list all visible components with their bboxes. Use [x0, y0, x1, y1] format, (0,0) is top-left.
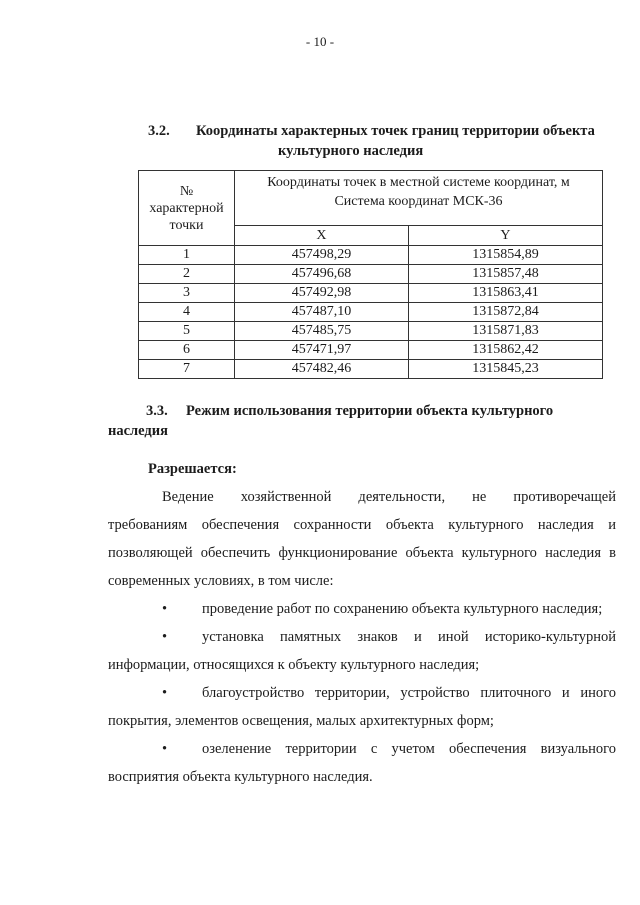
bullet-icon: • [162, 685, 168, 701]
section-number: 3.2. [148, 123, 170, 139]
cell-x: 457498,29 [235, 246, 409, 265]
cell-point-number: 7 [139, 360, 235, 379]
cell-x: 457485,75 [235, 322, 409, 341]
header-y: Y [408, 226, 602, 246]
bullet-text: озеленение территории с учетом обеспечения визуального [202, 741, 616, 757]
bullet-icon: • [162, 629, 168, 645]
intro-paragraph [108, 483, 616, 595]
cell-y: 1315845,23 [408, 360, 602, 379]
section-number: 3.3. [146, 403, 168, 419]
header-coord-line: Координаты точек в местной системе координат, м [267, 175, 570, 190]
cell-x: 457471,97 [235, 341, 409, 360]
table-row [139, 246, 603, 265]
bullet-continuation: восприятия объекта культурного наследия. [108, 769, 373, 785]
bullet-item [108, 623, 616, 651]
cell-point-number: 6 [139, 341, 235, 360]
bullet-continuation: информации, относящихся к объекту культурного наследия; [108, 657, 480, 673]
cell-x: 457496,68 [235, 265, 409, 284]
header-coordinates [235, 171, 603, 226]
bullet-item [108, 735, 616, 763]
table-row [139, 341, 603, 360]
cell-y: 1315863,41 [408, 284, 602, 303]
cell-x: 457492,98 [235, 284, 409, 303]
bullet-list [108, 595, 616, 791]
allowed-heading: Разрешается: [148, 461, 237, 477]
bullet-continuation: покрытия, элементов освещения, малых архитектурных форм; [108, 713, 494, 729]
header-no-line: характерной [149, 200, 224, 216]
table-row [139, 303, 603, 322]
table-body [139, 246, 603, 379]
section-title-line1: Режим использования территории объекта культурного [186, 403, 554, 419]
cell-point-number: 2 [139, 265, 235, 284]
bullet-item [108, 595, 616, 623]
bullet-text: благоустройство территории, устройство плиточного и иного [202, 685, 616, 701]
header-point-number [139, 171, 235, 246]
header-no-line: точки [169, 217, 204, 233]
table-row [139, 284, 603, 303]
cell-y: 1315857,48 [408, 265, 602, 284]
section-title-line1: Координаты характерных точек границ территории объекта [196, 123, 595, 139]
bullet-icon: • [162, 741, 168, 757]
coordinates-table [138, 170, 603, 379]
section-title-line2: культурного наследия [278, 143, 424, 159]
header-coord-line: Система координат МСК-36 [334, 194, 503, 209]
paragraph-line: Ведение хозяйственной деятельности, не противоречащей [162, 489, 616, 505]
cell-point-number: 1 [139, 246, 235, 265]
cell-point-number: 3 [139, 284, 235, 303]
header-x: X [235, 226, 409, 246]
cell-point-number: 4 [139, 303, 235, 322]
cell-x: 457482,46 [235, 360, 409, 379]
bullet-icon: • [162, 601, 168, 617]
page-number: - 10 - [305, 34, 335, 49]
paragraph-line: современных условиях, в том числе: [108, 573, 334, 589]
cell-y: 1315862,42 [408, 341, 602, 360]
cell-y: 1315871,83 [408, 322, 602, 341]
paragraph-line: требованиям обеспечения сохранности объекта культурного наследия и [108, 517, 616, 533]
table-row [139, 360, 603, 379]
cell-y: 1315872,84 [408, 303, 602, 322]
cell-y: 1315854,89 [408, 246, 602, 265]
paragraph-line: позволяющей обеспечить функционирование объекта культурного наследия в [108, 545, 616, 561]
bullet-text: проведение работ по сохранению объекта культурного наследия; [202, 601, 603, 617]
bullet-item [108, 679, 616, 707]
bullet-text: установка памятных знаков и иной историко-культурной [202, 629, 616, 645]
cell-point-number: 5 [139, 322, 235, 341]
table-row [139, 322, 603, 341]
table-row [139, 265, 603, 284]
section-title-line2: наследия [108, 423, 168, 439]
cell-x: 457487,10 [235, 303, 409, 322]
header-no-line: № [179, 183, 194, 199]
